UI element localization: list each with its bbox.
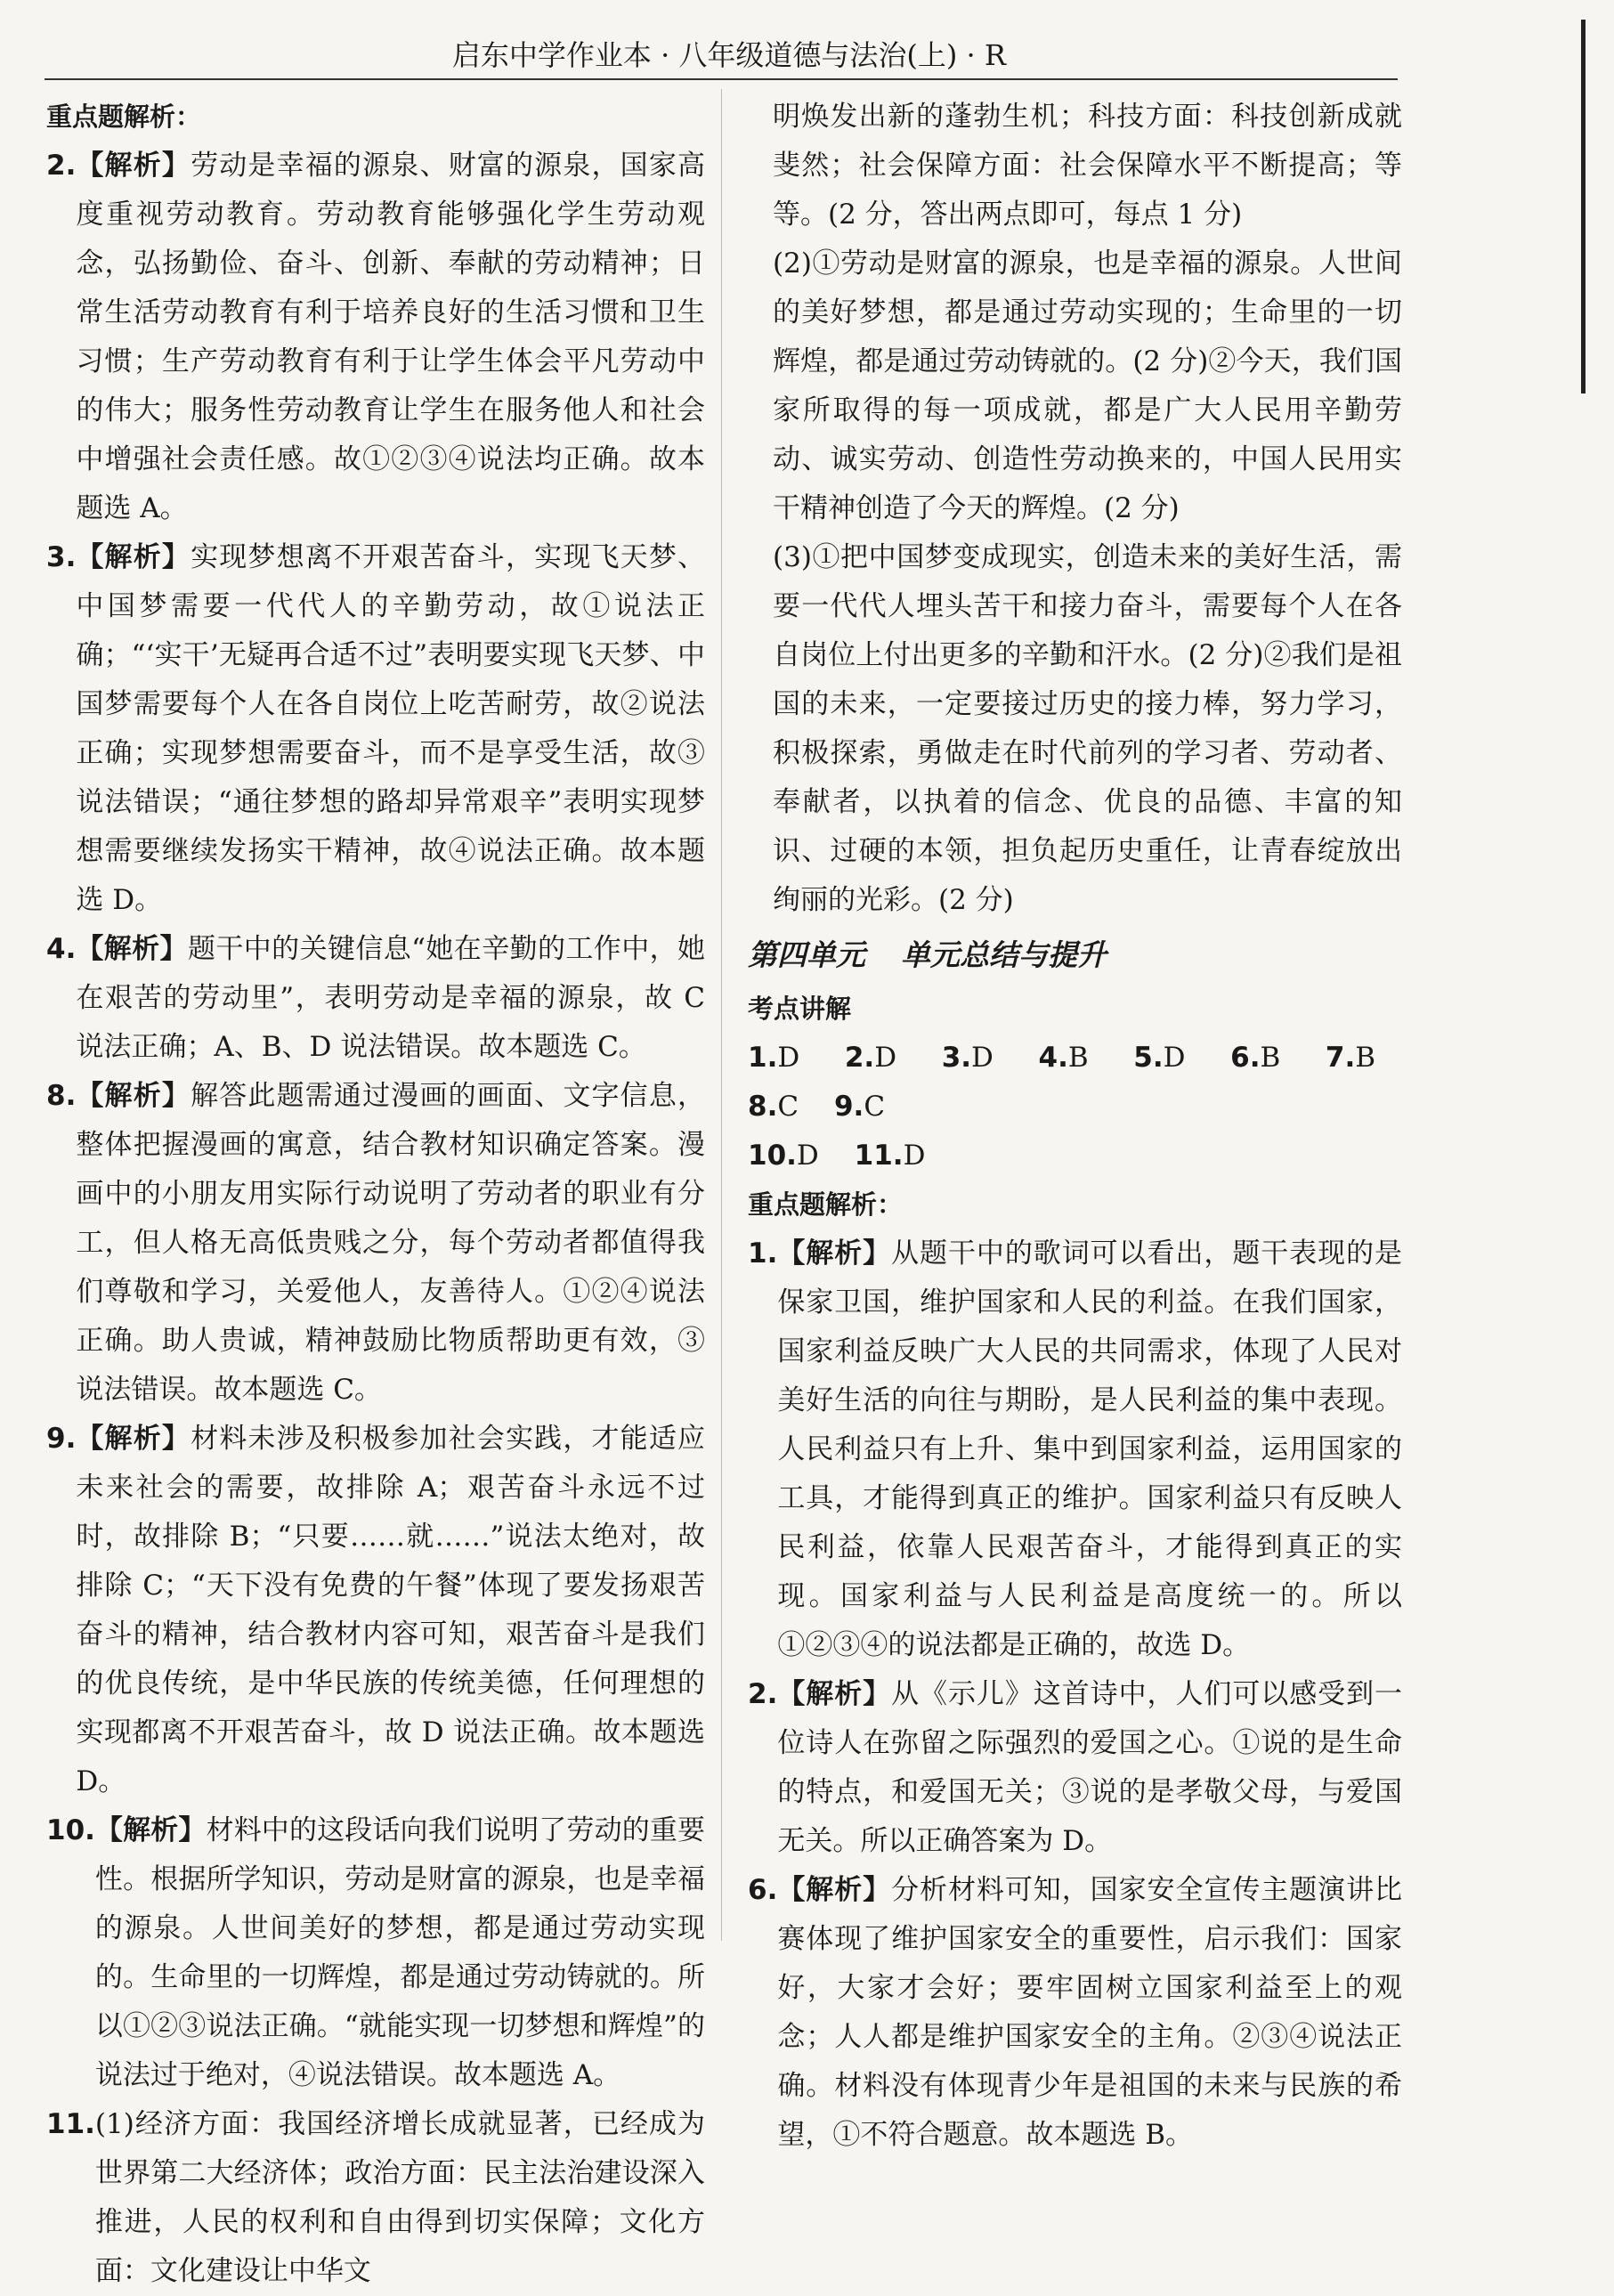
- analysis-text: 材料未涉及积极参加社会实践，才能适应未来社会的需要，故排除 A；艰苦奋斗永远不过时，故排除 B；“只要……就……”说法太绝对，故排除 C；“天下没有免费的午餐”体现了要发扬艰苦奋斗的精神，结合教材内容可知，艰苦奋斗是我们的优良传统，是中华民族的传统美德，任何理想的实现都离不开艰苦奋斗，故 D 说法正确。故本题选 D。: [76, 1423, 706, 1797]
- answer-key-item: 9.C: [833, 1091, 886, 1123]
- analysis-text: 从题干中的歌词可以看出，题干表现的是保家卫国，维护国家和人民的利益。在我们国家，国家利益反映广大人民的共同需求，体现了人民对美好生活的向往与期盼，是人民利益的集中表现。人民利益只有上升、集中到国家利益，运用国家的工具，才能得到真正的维护。国家利益只有反映人民利益，依靠人民艰苦奋斗，才能得到真正的实现。国家利益与人民利益是高度统一的。所以①②③④的说法都是正确的，故选 D。: [777, 1237, 1403, 1661]
- analysis-text: 题干中的关键信息“她在辛勤的工作中，她在艰苦的劳动里”，表明劳动是幸福的源泉，故 C 说法正确；A、B、D 说法错误。故本题选 C。: [76, 933, 705, 1063]
- item-number: 3.: [46, 541, 77, 573]
- answer-item: [46, 533, 705, 925]
- analysis-tag: 【解析】: [76, 933, 188, 965]
- answer-key-item: 8.C: [748, 1091, 799, 1123]
- analysis-tag: 【解析】: [76, 150, 191, 182]
- answer-key-row: [748, 1034, 1402, 1132]
- item-number: 2.: [46, 150, 77, 182]
- answer-item: [748, 1670, 1402, 1866]
- answer-key-row: [748, 1132, 1402, 1180]
- analysis-text: 实现梦想离不开艰苦奋斗，实现飞天梦、中国梦需要一代代人的辛勤劳动，故①说法正确；“‘实干’无疑再合适不过”表明要实现飞天梦、中国梦需要每个人在各自岗位上吃苦耐劳，故②说法正确；实现梦想需要奋斗，而不是享受生活，故③说法错误；“通往梦想的路却异常艰辛”表明实现梦想需要继续发扬实干精神，故④说法正确。故本题选 D。: [76, 541, 706, 916]
- item-number: 10.: [46, 1814, 95, 1846]
- answer-key-item: 3.D: [941, 1042, 994, 1074]
- answer-key-item: 2.D: [844, 1042, 897, 1074]
- analysis-tag: 【解析】: [94, 1814, 207, 1846]
- column-divider: [721, 89, 722, 1941]
- item-number: 9.: [46, 1423, 77, 1455]
- analysis-tag: 【解析】: [777, 1237, 892, 1270]
- analysis-tag: 【解析】: [76, 1423, 191, 1455]
- unit-number: 第四单元: [748, 937, 865, 972]
- item-number: 1.: [748, 1237, 778, 1270]
- answer-key-item: 11.D: [854, 1140, 926, 1172]
- part-3-text: (3)①把中国梦变成现实，创造未来的美好生活，需要一代代人埋头苦干和接力奋斗，需要每个人在各自岗位上付出更多的辛勤和汗水。(2 分)②我们是祖国的未来，一定要接过历史的接力棒，努力学习，积极探索，勇做走在时代前列的学习者、劳动者、奉献者，以执着的信念、优良的品德、丰富的知识、过硬的本领，担负起历史重任，让青春绽放出绚丽的光彩。(2 分): [773, 541, 1402, 916]
- answer-key-item: 7.B: [1325, 1042, 1376, 1074]
- item-number: 4.: [46, 933, 77, 965]
- answer-item: [46, 142, 705, 533]
- analysis-text: 解答此题需通过漫画的画面、文字信息，整体把握漫画的寓意，结合教材知识确定答案。漫画中的小朋友用实际行动说明了劳动者的职业有分工，但人格无高低贵贱之分，每个劳动者都值得我们尊敬和学习，关爱他人，友善待人。①②④说法正确。助人贵诚，精神鼓励比物质帮助更有效，③说法错误。故本题选 C。: [76, 1080, 706, 1406]
- item-number: 8.: [46, 1080, 77, 1112]
- kaodian-heading: 考点讲解: [748, 994, 852, 1024]
- answer-item: [46, 1806, 705, 2100]
- left-column: [46, 93, 705, 2296]
- page-header: [45, 34, 1398, 80]
- analysis-tag: 【解析】: [76, 1080, 191, 1112]
- analysis-text: 分析材料可知，国家安全宣传主题演讲比赛体现了维护国家安全的重要性，启示我们：国家好，大家才会好；要牢固树立国家利益至上的观念；人人都是维护国家安全的主角。②③④说法正确。材料没有体现青少年是祖国的未来与民族的希望，①不符合题意。故本题选 B。: [777, 1874, 1403, 2151]
- answer-item: [748, 1866, 1402, 2160]
- analysis-text: 劳动是幸福的源泉、财富的源泉，国家高度重视劳动教育。劳动教育能够强化学生劳动观念，弘扬勤俭、奋斗、创新、奉献的劳动精神；日常生活劳动教育有利于培养良好的生活习惯和卫生习惯；生产劳动教育有利于让学生体会平凡劳动中的伟大；服务性劳动教育让学生在服务他人和社会中增强社会责任感。故①②③④说法均正确。故本题选 A。: [76, 150, 706, 524]
- analysis-tag: 【解析】: [777, 1678, 892, 1710]
- unit-name: 单元总结与提升: [901, 937, 1107, 972]
- right-column: [748, 93, 1402, 2160]
- analysis-tag: 【解析】: [777, 1874, 892, 1906]
- answer-key-item: 1.D: [748, 1042, 800, 1074]
- analysis-text: 从《示儿》这首诗中，人们可以感受到一位诗人在弥留之际强烈的爱国之心。①说的是生命的特点，和爱国无关；③说的是孝敬父母，与爱国无关。所以正确答案为 D。: [777, 1678, 1403, 1857]
- item-number: 6.: [748, 1874, 778, 1906]
- answer-item: [46, 925, 705, 1072]
- analysis-tag: 【解析】: [76, 541, 191, 573]
- header-title: 启东中学作业本 · 八年级道德与法治(上) · R: [451, 38, 1006, 72]
- continued-text: 明焕发出新的蓬勃生机；科技方面：科技创新成就斐然；社会保障方面：社会保障水平不断提高；等等。(2 分，答出两点即可，每点 1 分): [773, 101, 1402, 231]
- analysis-text: 材料中的这段话向我们说明了劳动的重要性。根据所学知识，劳动是财富的源泉，也是幸福的源泉。人世间美好的梦想，都是通过劳动实现的。生命里的一切辉煌，都是通过劳动铸就的。所以①②③说法正确。“就能实现一切梦想和辉煌”的说法过于绝对，④说法错误。故本题选 A。: [94, 1814, 706, 2091]
- answer-item: [46, 1415, 705, 1806]
- answer-item: [46, 2100, 705, 2296]
- answer-key-item: 5.D: [1133, 1042, 1186, 1074]
- part-2-text: (2)①劳动是财富的源泉，也是幸福的源泉。人世间的美好梦想，都是通过劳动实现的；生命里的一切辉煌，都是通过劳动铸就的。(2 分)②今天，我们国家所取得的每一项成就，都是广大人民用辛勤劳动、诚实劳动、创造性劳动换来的，中国人民用实干精神创造了今天的辉煌。(2 分): [773, 247, 1402, 524]
- section-heading: 重点题解析：: [748, 1189, 904, 1220]
- item-number: 2.: [748, 1678, 778, 1710]
- answer-key-item: 4.B: [1038, 1042, 1089, 1074]
- item-number: 11.: [46, 2108, 95, 2140]
- analysis-text: (1)经济方面：我国经济增长成就显著，已经成为世界第二大经济体；政治方面：民主法治建设深入推进，人民的权利和自由得到切实保障；文化方面：文化建设让中华文: [94, 2108, 705, 2287]
- section-heading: 重点题解析：: [46, 101, 202, 132]
- answer-key-item: 6.B: [1230, 1042, 1281, 1074]
- unit-title: [748, 930, 1402, 979]
- answer-key-item: 10.D: [748, 1140, 819, 1172]
- page-edge-line: [1581, 20, 1586, 393]
- answer-item: [46, 1072, 705, 1415]
- answer-item: [748, 1229, 1402, 1670]
